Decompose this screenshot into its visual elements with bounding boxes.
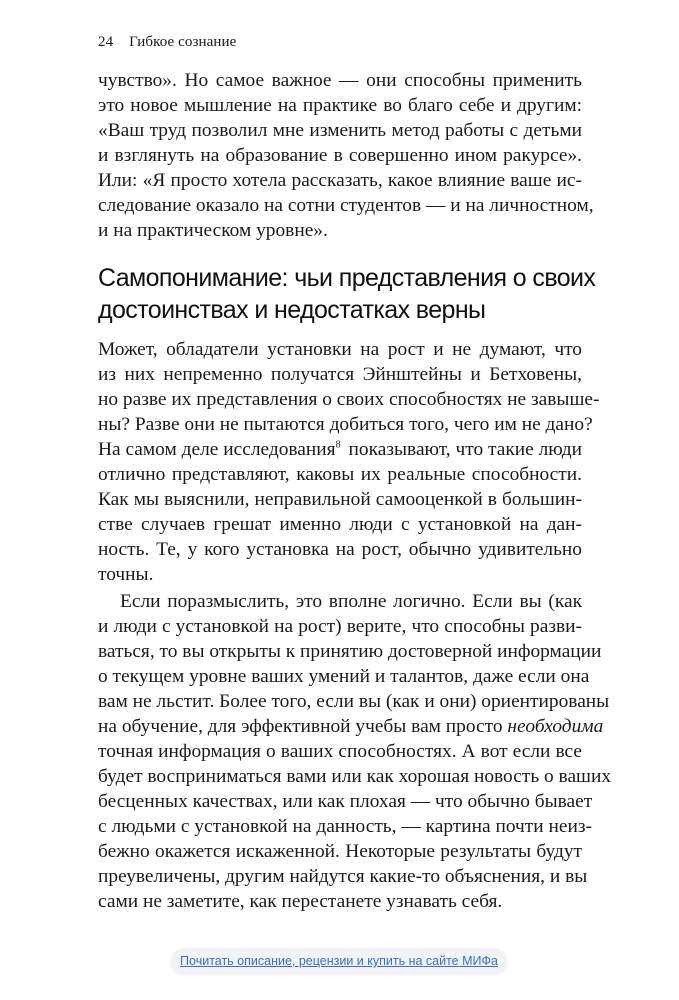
text-line: чувство». Но самое важное — они способны применить xyxy=(98,70,582,91)
text-line: бесценных качествах, или как плохая — что обычно бывает xyxy=(98,791,593,812)
emphasis-text: необходима xyxy=(507,716,604,737)
text-line: и люди с установкой на рост) верите, что способны разви- xyxy=(98,616,582,637)
text-line: следование оказало на сотни студентов — и на личностном, xyxy=(98,195,594,216)
text-line xyxy=(98,715,604,739)
text-line: стве случаев грешат именно люди с установкой на дан- xyxy=(98,514,582,535)
text-fragment: на обучение, для эффективной учебы вам просто xyxy=(98,716,508,737)
section-heading-line-2: достоинствах и недостатках верны xyxy=(98,296,486,324)
text-fragment: показывают, что такие люди xyxy=(348,439,582,460)
book-title: Гибкое сознание xyxy=(129,34,237,50)
footnote-ref[interactable]: 8 xyxy=(335,439,341,451)
text-line xyxy=(98,438,582,462)
text-line: Или: «Я просто хотела рассказать, какое влияние ваше ис- xyxy=(98,170,582,191)
page-number: 24 xyxy=(98,34,114,50)
text-line: отлично представляют, каковы их реальные способности. xyxy=(98,464,582,485)
store-link-button[interactable]: Почитать описание, рецензии и купить на сайте МИФа xyxy=(171,948,507,974)
text-line: ны? Разве они не пытаются добиться того, чего им не дано? xyxy=(98,414,593,435)
text-line: Если поразмыслить, это вполне логично. Если вы (как xyxy=(120,591,582,612)
section-heading-line-1: Самопонимание: чьи представления о своих xyxy=(98,264,596,292)
text-line: ваться, то вы открыты к принятию достоверной информации xyxy=(98,641,602,662)
text-line: будет восприниматься вами или как хорошая новость о ваших xyxy=(98,766,612,787)
text-line: точны. xyxy=(98,564,154,585)
text-line: и взглянуть на образование в совершенно ином ракурсе». xyxy=(98,145,582,166)
text-line: из них непременно получатся Эйнштейны и Бетховены, xyxy=(98,364,582,385)
text-line: но разве их представления о своих способностях не завыше- xyxy=(98,389,600,410)
text-fragment: На самом деле исследования xyxy=(98,439,336,460)
text-line: с людьми с установкой на данность, — картина почти неиз- xyxy=(98,816,592,837)
text-line: преувеличены, другим найдутся какие-то объяснения, и вы xyxy=(98,866,588,887)
running-head xyxy=(98,34,236,51)
text-line: Как мы выяснили, неправильной самооценкой в большин- xyxy=(98,489,582,510)
text-line: это новое мышление на практике во благо себе и другим: xyxy=(98,95,582,116)
text-line: Может, обладатели установки на рост и не думают, что xyxy=(98,339,582,360)
text-line: точная информация о ваших способностях. А вот если все xyxy=(98,741,582,762)
text-line: о текущем уровне ваших умений и талантов, даже если она xyxy=(98,666,590,687)
text-line: «Ваш труд позволил мне изменить метод работы с детьми xyxy=(98,120,582,141)
text-line: сами не заметите, как перестанете узнавать себя. xyxy=(98,891,503,912)
text-line: бежно окажется искаженной. Некоторые результаты будут xyxy=(98,841,582,862)
text-line: и на практическом уровне». xyxy=(98,220,328,241)
text-line: вам не льстит. Более того, если вы (как и они) ориентированы xyxy=(98,691,610,712)
text-line: ность. Те, у кого установка на рост, обычно удивительно xyxy=(98,539,582,560)
